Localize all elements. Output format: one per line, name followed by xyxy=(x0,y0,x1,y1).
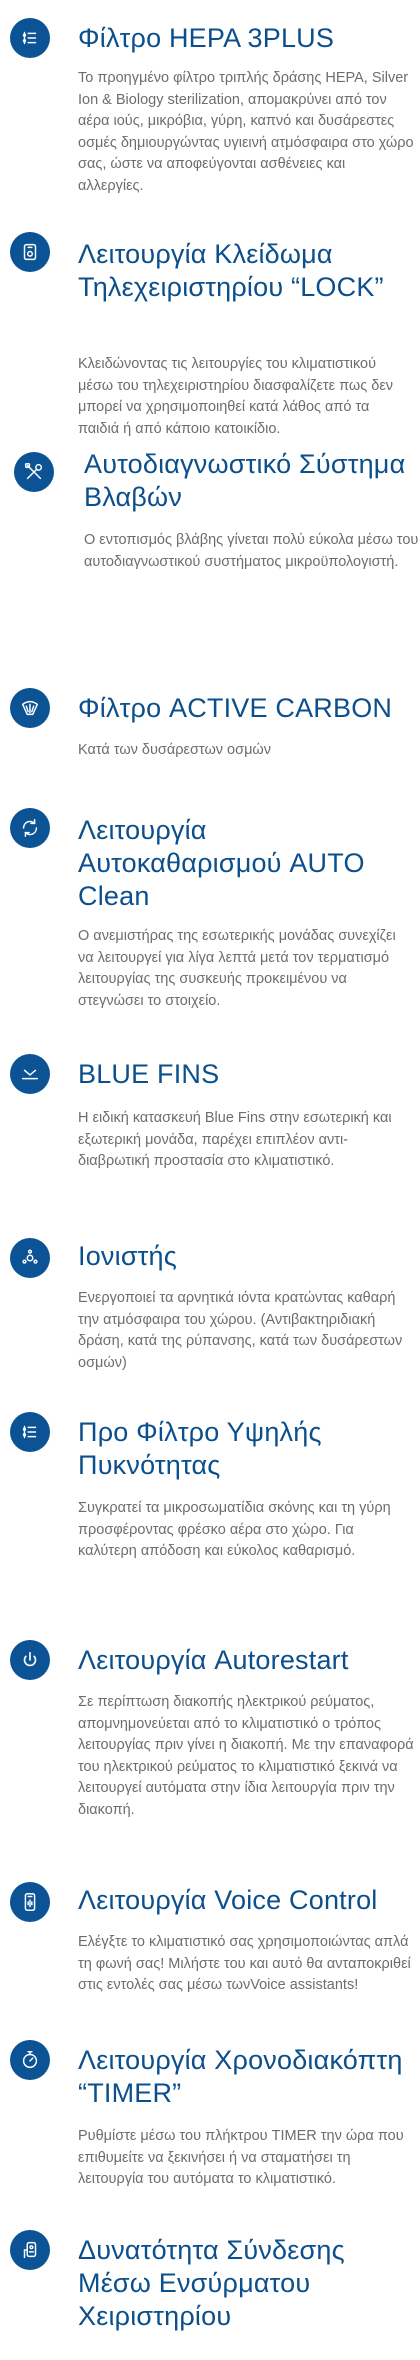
feature-title: Λειτουργία Voice Control xyxy=(78,1885,378,1915)
timer-icon xyxy=(10,2040,50,2080)
feature-description: Σε περίπτωση διακοπής ηλεκτρικού ρεύματος, απομνημονεύεται από το κλιματιστικό ο τρόπος λειτουργίας πριν γίνει η διακοπή. Με την επαναφορά του ηλεκτρικού ρεύματος το κλιματιστικό ξεκινά να λειτουργεί αυτόματα στην ίδια λειτουργία πριν την διακοπή. xyxy=(78,1694,414,1818)
feature-description: Το προηγμένο φίλτρο τριπλής δράσης HEPA, Silver Ion & Biology sterilization, απομακρύνει από τον αέρα ιούς, μικρόβια, γύρη, καπνό και δυσάρεστες οσμές δημιουργώντας υγιεινή ατμόσφαιρα στο χώρο σας, ώστε να αποφεύγονται ασθένειες και αλλεργίες. xyxy=(78,70,414,194)
power-icon xyxy=(10,1640,50,1680)
tools-icon xyxy=(14,452,54,492)
feature-title: Ιονιστής xyxy=(78,1241,177,1271)
filter-lines-icon xyxy=(10,1412,50,1452)
feature-description: Ενεργοποιεί τα αρνητικά ιόντα κρατώντας καθαρή την ατμόσφαιρα του χώρου. (Αντιβακτηριδιακή δράση, κατά της ρύπανσης, κατά των δυσάρεστων οσμών) xyxy=(78,1290,403,1371)
blue-fins-icon xyxy=(10,1054,50,1094)
feature-description: Ο εντοπισμός βλάβης γίνεται πολύ εύκολα μέσω του αυτοδιαγνωστικού συστήματος μικροϋπολογιστή. xyxy=(84,532,419,570)
feature-description: Κατά των δυσάρεστων οσμών xyxy=(78,742,271,758)
self-clean-icon xyxy=(10,808,50,848)
feature-title: Λειτουργία Autorestart xyxy=(78,1645,349,1675)
feature-description: Ελέγξτε το κλιματιστικό σας χρησιμοποιώντας απλά τη φωνή σας! Μιλήστε του και αυτό θα ανταποκριθεί στις εντολές σας μέσω τωνVoice assistants! xyxy=(78,1934,411,1993)
feature-title: Λειτουργία Κλείδωμα Τηλεχειριστηρίου “LOCK” xyxy=(78,239,384,302)
phone-voice-icon xyxy=(10,1882,50,1922)
carbon-filter-icon xyxy=(10,688,50,728)
feature-title: Δυνατότητα Σύνδεσης Μέσω Ενσύρματου Χειριστηρίου xyxy=(78,2235,345,2331)
feature-title: Αυτοδιαγνωστικό Σύστημα Βλαβών xyxy=(84,449,406,512)
feature-description: Η ειδική κατασκευή Blue Fins στην εσωτερική και εξωτερική μονάδα, παρέχει επιπλέον αντι-διαβρωτική προστασία στο κλιματιστικό. xyxy=(78,1110,392,1169)
feature-title: Φίλτρο HEPA 3PLUS xyxy=(78,23,335,53)
feature-title: Προ Φίλτρο Υψηλής Πυκνότητας xyxy=(78,1417,322,1480)
feature-description: Συγκρατεί τα μικροσωματίδια σκόνης και τη γύρη προσφέροντας φρέσκο αέρα στο χώρο. Για καλύτερη απόδοση και εύκολος καθαρισμό. xyxy=(78,1500,391,1559)
feature-description: Ρυθμίστε μέσω του πλήκτρου TIMER την ώρα που επιθυμείτε να ξεκινήσει ή να σταματήσει τη λειτουργία του αυτόματα το κλιματιστικό. xyxy=(78,2128,404,2187)
feature-description: Ο ανεμιστήρας της εσωτερικής μονάδας συνεχίζει να λειτουργεί για λίγα λεπτά μετά τον τερματισμό λειτουργίας της συσκευής προκειμένου να στεγνώσει το στοιχείο. xyxy=(78,928,396,1009)
feature-description: Κλειδώνοντας τις λειτουργίες του κλιματιστικού μέσω του τηλεχειριστηρίου διασφαλίζετε πως δεν μπορεί να χρησιμοποιηθεί κατά λάθος από τα παιδιά ή από κάποιο κατοικίδιο. xyxy=(78,356,394,437)
wired-remote-icon xyxy=(10,2230,50,2270)
filter-lines-icon xyxy=(10,18,50,58)
feature-title: Λειτουργία Αυτοκαθαρισμού AUTO Clean xyxy=(78,815,365,911)
lock-icon xyxy=(10,232,50,272)
ionizer-icon xyxy=(10,1238,50,1278)
feature-title: Λειτουργία Χρονοδιακόπτη “TIMER” xyxy=(78,2045,403,2108)
feature-title: Φίλτρο ACTIVE CARBON xyxy=(78,693,393,723)
feature-title: BLUE FINS xyxy=(78,1059,220,1089)
